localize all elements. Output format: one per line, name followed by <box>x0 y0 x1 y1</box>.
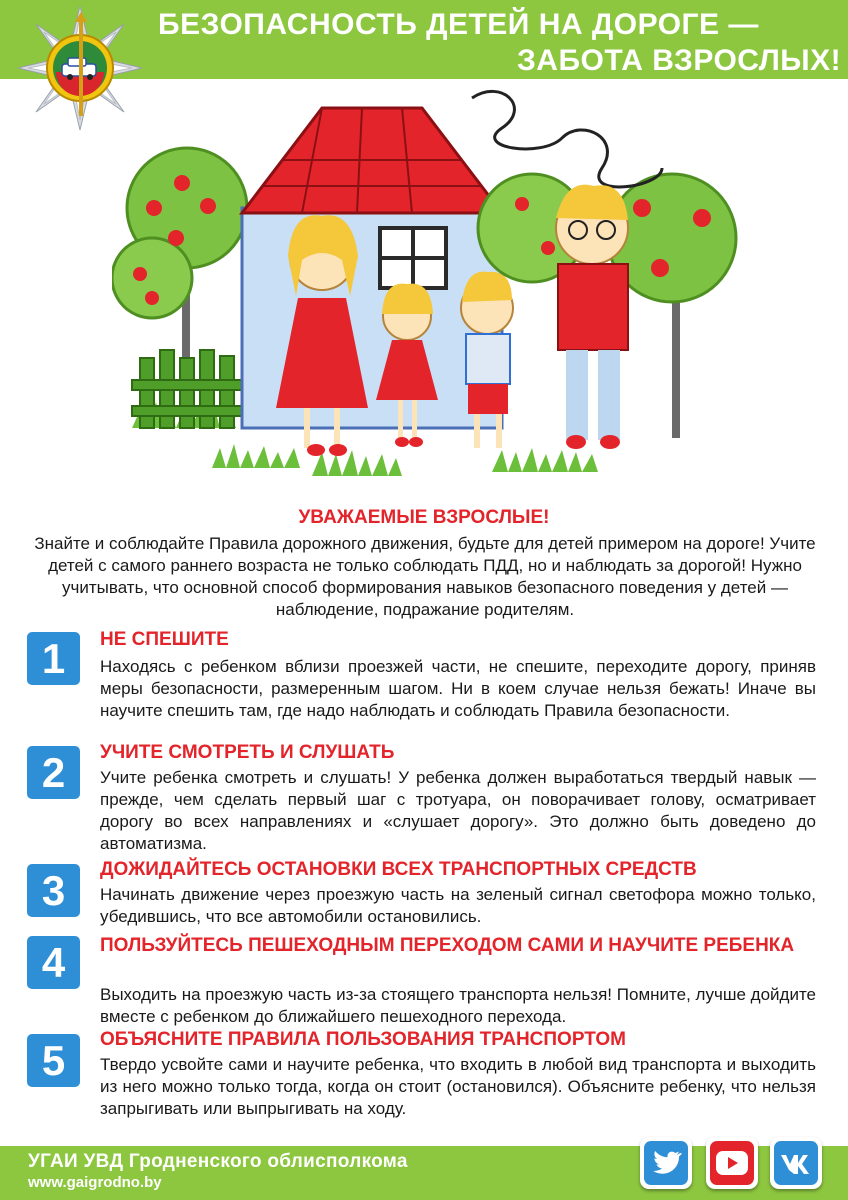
rule-text: Учите ребенка смотреть и слушать! У ребенка должен выработаться твердый навык — прежде, чем сделать первый шаг с тротуара, он поворачивает голову, осматривает дорогу во всех направлениях и «слушает дорогу». Это должно быть доведено до автоматизма. <box>100 768 816 853</box>
rule-number-badge: 1 <box>27 632 80 685</box>
rule-heading: ДОЖИДАЙТЕСЬ ОСТАНОВКИ ВСЕХ ТРАНСПОРТНЫХ СРЕДСТВ <box>100 859 697 880</box>
twitter-button[interactable] <box>640 1137 692 1189</box>
greeting-heading: УВАЖАЕМЫЕ ВЗРОСЛЫЕ! <box>298 507 550 528</box>
website-link[interactable]: www.gaigrodno.by <box>28 1174 162 1191</box>
youtube-icon <box>710 1141 754 1185</box>
organization-name: УГАИ УВД Гродненского облисполкома <box>28 1151 408 1172</box>
rule-number-badge: 4 <box>27 936 80 989</box>
intro-text: Знайте и соблюдайте Правила дорожного движения, будьте для детей примером на дороге! Учите детей с самого раннего возраста не только соблюдать ПДД, но и наблюдать за дорогой! Нужно учитывать, что основной способ формирования навыков безопасного поведения у детей — наблюдение, подражание родителям. <box>34 534 816 619</box>
rule-number-badge: 2 <box>27 746 80 799</box>
rule-heading: ОБЪЯСНИТЕ ПРАВИЛА ПОЛЬЗОВАНИЯ ТРАНСПОРТОМ <box>100 1029 626 1050</box>
rule-heading: НЕ СПЕШИТЕ <box>100 629 229 650</box>
page-title-line2: ЗАБОТА ВЗРОСЛЫХ! <box>517 44 842 77</box>
rule-heading: ПОЛЬЗУЙТЕСЬ ПЕШЕХОДНЫМ ПЕРЕХОДОМ САМИ И НАУЧИТЕ РЕБЕНКА <box>100 935 795 956</box>
rule-text: Твердо усвойте сами и научите ребенка, что входить в любой вид транспорта и выходить из него можно только тогда, когда он стоит (остановился). Объясните ребенку, что нельзя запрыгивать или выпрыгивать на ходу. <box>100 1055 816 1118</box>
rule-text: Находясь с ребенком вблизи проезжей части, не спешите, переходите дорогу, приняв меры безопасности, размеренным шагом. Ни в коем случае нельзя бежать! Иначе вы научите спешить там, где надо наблюдать и соблюдать Правила безопасности. <box>100 657 816 720</box>
rule-text: Выходить на проезжую часть из-за стоящего транспорта нельзя! Помните, лучше дойдите вместе с ребенком до ближайшего пешеходного перехода. <box>100 985 816 1026</box>
vk-button[interactable] <box>770 1137 822 1189</box>
rule-heading: УЧИТЕ СМОТРЕТЬ И СЛУШАТЬ <box>100 742 395 763</box>
page-title-line1: БЕЗОПАСНОСТЬ ДЕТЕЙ НА ДОРОГЕ — <box>158 8 759 41</box>
twitter-icon <box>644 1141 688 1185</box>
rule-number-badge: 3 <box>27 864 80 917</box>
youtube-button[interactable] <box>706 1137 758 1189</box>
vk-icon <box>774 1141 818 1185</box>
rule-number-badge: 5 <box>27 1034 80 1087</box>
rule-text: Начинать движение через проезжую часть на зеленый сигнал светофора можно только, убедившись, что все автомобили остановились. <box>100 885 816 926</box>
family-house-drawing <box>112 88 752 500</box>
